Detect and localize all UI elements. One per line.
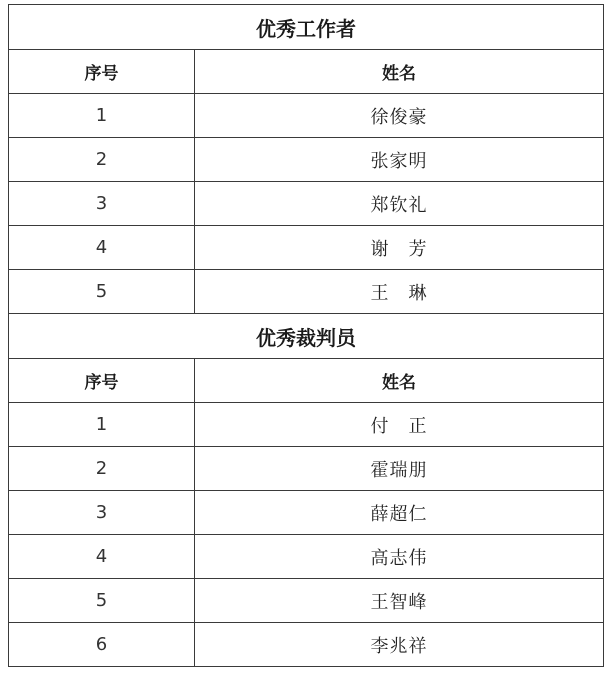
index-cell: 5 — [9, 579, 195, 623]
table-row — [9, 270, 604, 314]
name-header: 姓名 — [195, 50, 604, 94]
index-cell: 3 — [9, 182, 195, 226]
index-cell: 4 — [9, 535, 195, 579]
name-cell: 王智峰 — [195, 579, 604, 623]
index-cell: 5 — [9, 270, 195, 314]
section-title: 优秀工作者 — [9, 5, 604, 50]
name-cell: 李兆祥 — [195, 623, 604, 667]
name-cell: 霍瑞朋 — [195, 447, 604, 491]
name-cell: 郑钦礼 — [195, 182, 604, 226]
name-cell: 谢 芳 — [195, 226, 604, 270]
section-title-row — [9, 314, 604, 359]
name-header: 姓名 — [195, 359, 604, 403]
index-header: 序号 — [9, 50, 195, 94]
header-row — [9, 359, 604, 403]
table-row — [9, 491, 604, 535]
section-title: 优秀裁判员 — [9, 314, 604, 359]
award-table — [8, 4, 604, 667]
index-cell: 3 — [9, 491, 195, 535]
index-cell: 1 — [9, 94, 195, 138]
index-cell: 2 — [9, 138, 195, 182]
index-cell: 2 — [9, 447, 195, 491]
table-row — [9, 623, 604, 667]
index-cell: 1 — [9, 403, 195, 447]
table-row — [9, 138, 604, 182]
table-row — [9, 579, 604, 623]
name-cell: 高志伟 — [195, 535, 604, 579]
index-header: 序号 — [9, 359, 195, 403]
table-row — [9, 226, 604, 270]
name-cell: 薛超仁 — [195, 491, 604, 535]
name-cell: 张家明 — [195, 138, 604, 182]
table-row — [9, 447, 604, 491]
table-row — [9, 403, 604, 447]
index-cell: 6 — [9, 623, 195, 667]
section-title-row — [9, 5, 604, 50]
header-row — [9, 50, 604, 94]
index-cell: 4 — [9, 226, 195, 270]
table-row — [9, 182, 604, 226]
name-cell: 徐俊豪 — [195, 94, 604, 138]
name-cell: 付 正 — [195, 403, 604, 447]
name-cell: 王 琳 — [195, 270, 604, 314]
table-row — [9, 94, 604, 138]
table-row — [9, 535, 604, 579]
